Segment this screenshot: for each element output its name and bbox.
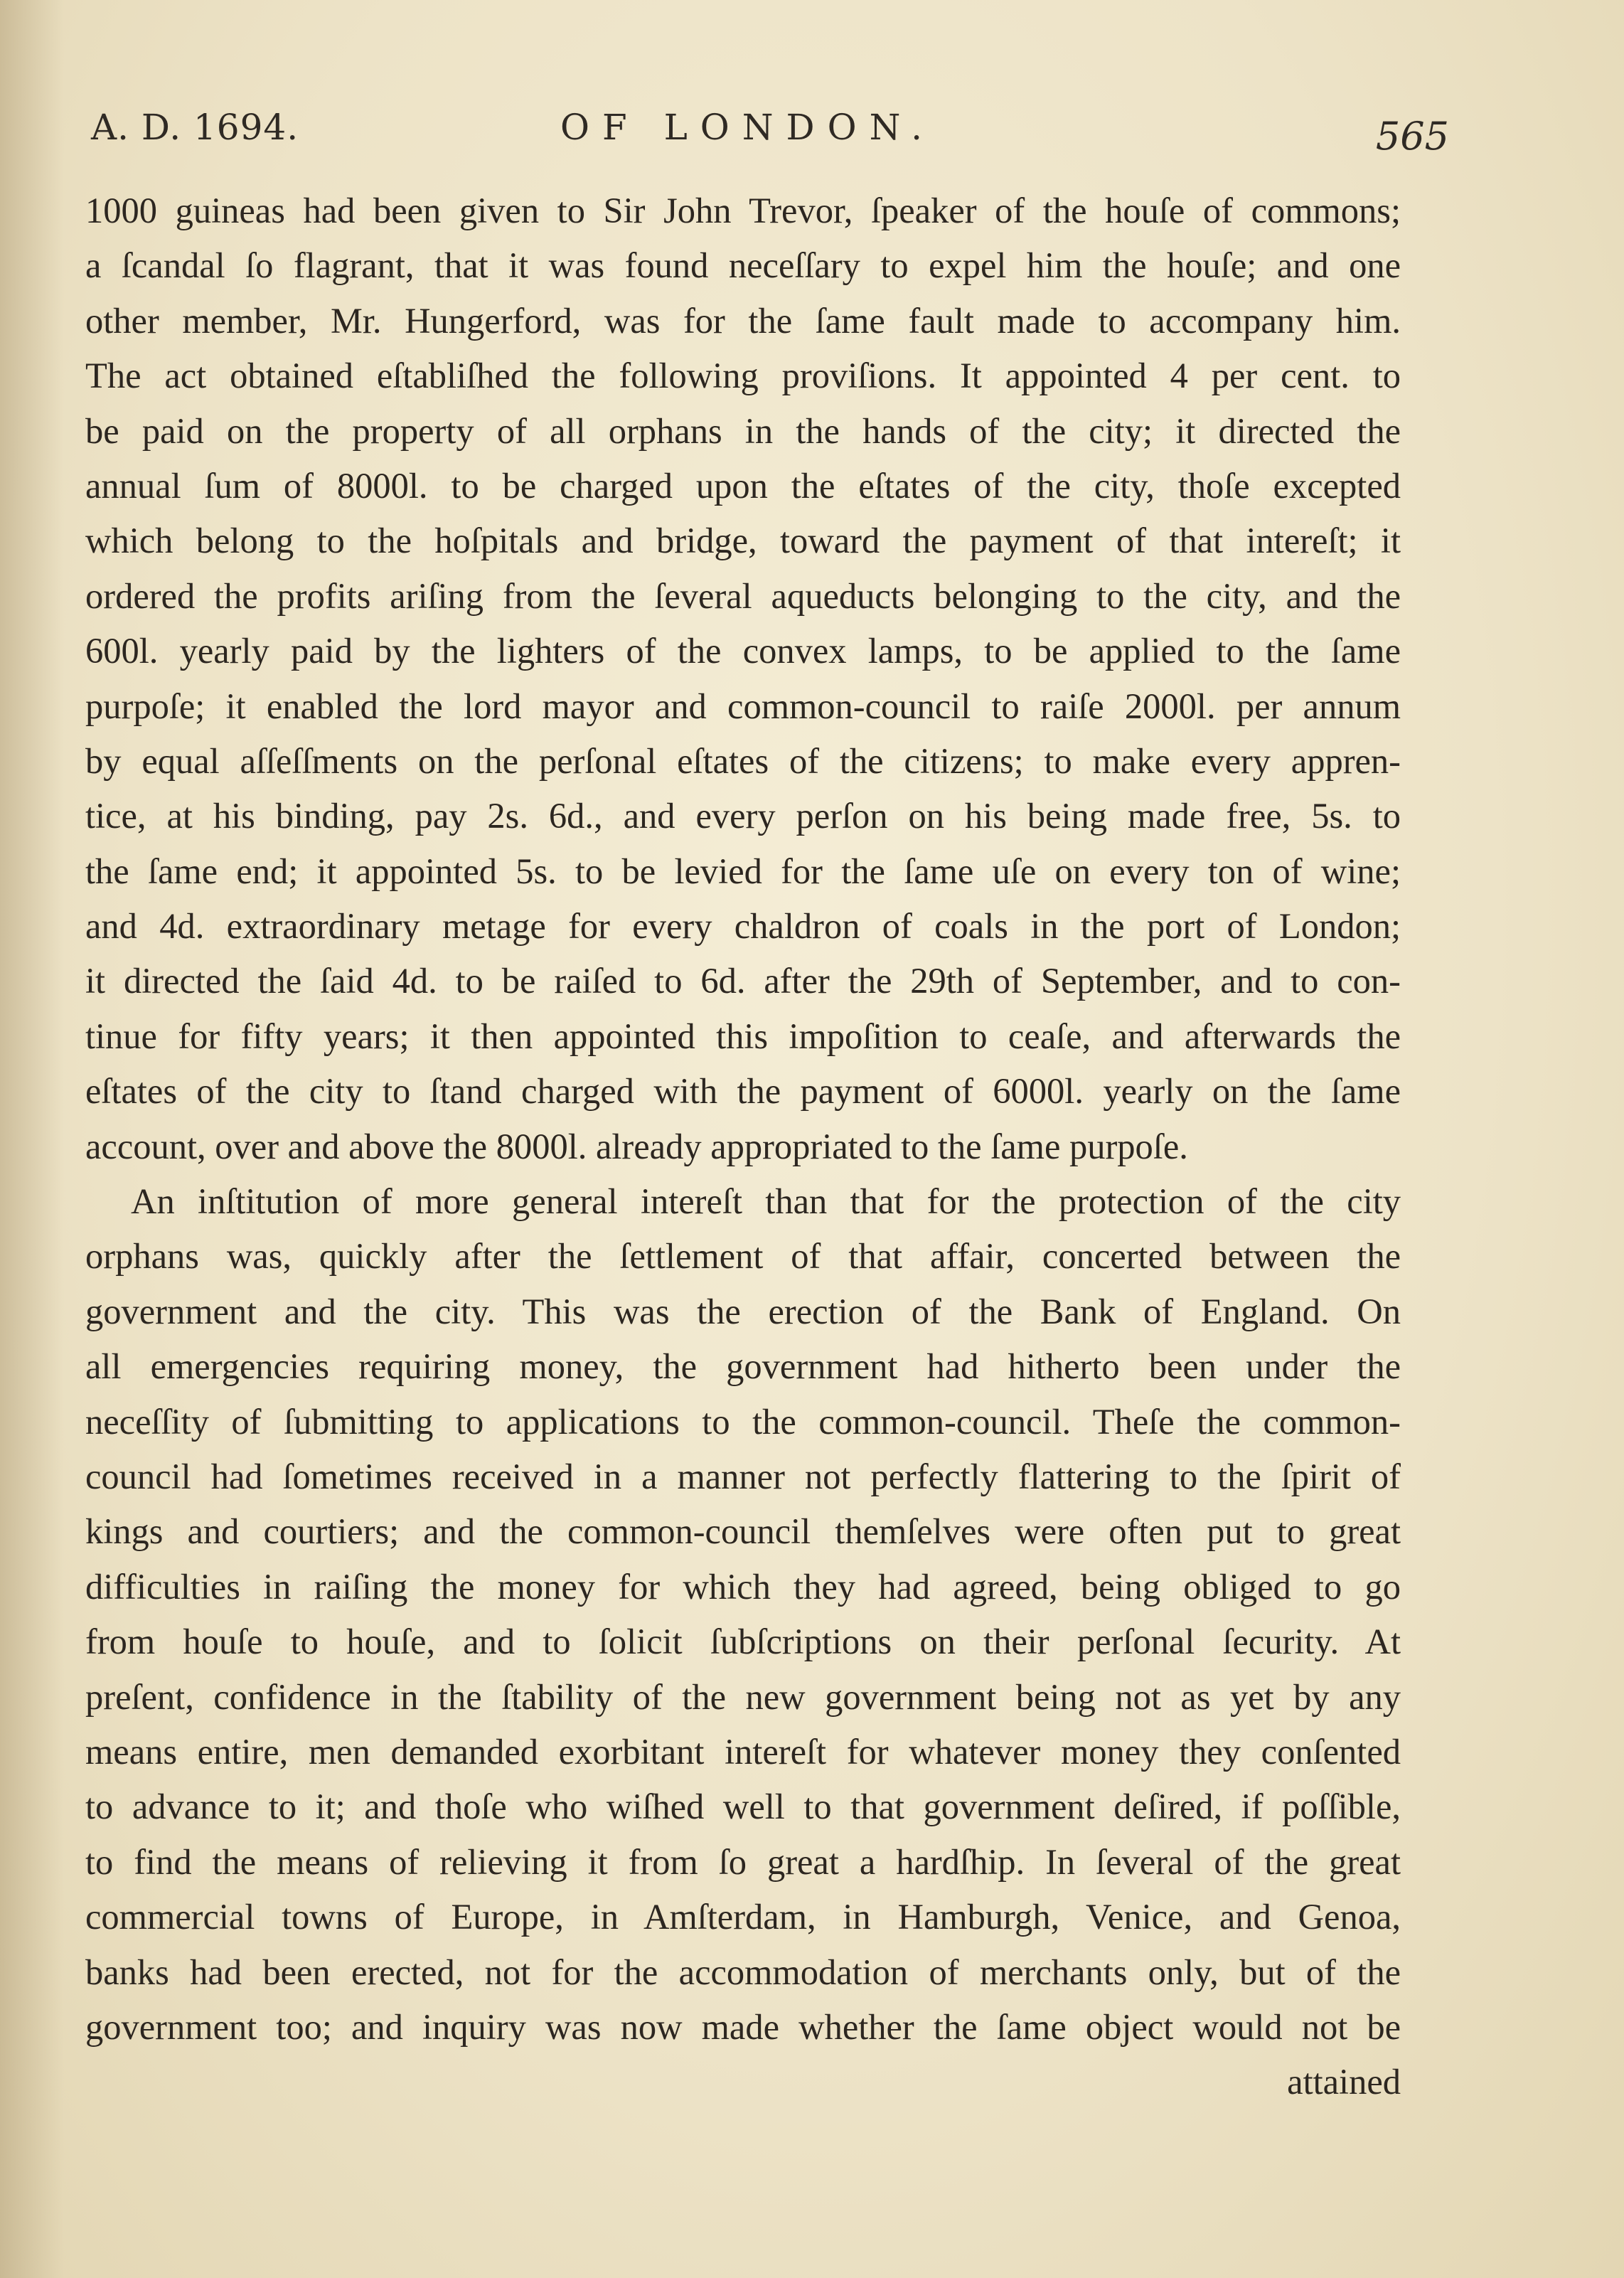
text-line: 600l. yearly paid by the lighters of the convex lamps, to be applied to the ſame	[85, 631, 1401, 671]
text-line: council had ſometimes received in a manner not perfectly flattering to the ſpirit of	[85, 1456, 1401, 1496]
text-line: banks had been erected, not for the accommodation of merchants only, but of the	[85, 1952, 1401, 1992]
text-line: other member, Mr. Hungerford, was for the ſame fault made to accompany him.	[85, 300, 1401, 341]
text-line: all emergencies requiring money, the government had hitherto been under the	[85, 1346, 1401, 1387]
text-line: account, over and above the 8000l. already appropriated to the ſame purpoſe.	[85, 1126, 1188, 1166]
text-line: by equal aſſeſſments on the perſonal eſtates of the citizens; to make every appren-	[85, 740, 1401, 781]
text-line: it directed the ſaid 4d. to be raiſed to 6d. after the 29th of September, and to con-	[85, 961, 1401, 1001]
text-line: a ſcandal ſo flagrant, that it was found neceſſary to expel him the houſe; and one	[85, 245, 1401, 286]
text-line: which belong to the hoſpitals and bridge, toward the payment of that intereſt; it	[85, 521, 1401, 561]
header-date: A. D. 1694.	[91, 107, 299, 148]
text-line: commercial towns of Europe, in Amſterdam, in Hamburgh, Venice, and Genoa,	[85, 1897, 1401, 1937]
running-header	[91, 107, 1449, 171]
text-line: be paid on the property of all orphans in the hands of the city; it directed the	[85, 410, 1401, 451]
text-line: means entire, men demanded exorbitant intereſt for whatever money they conſented	[85, 1731, 1401, 1772]
text-line: to advance to it; and thoſe who wiſhed well to that government deſired, if poſſible,	[85, 1787, 1401, 1827]
text-line: eſtates of the city to ſtand charged with the payment of 6000l. yearly on the ſame	[85, 1071, 1401, 1112]
text-line: government too; and inquiry was now made whether the ſame object would not be	[85, 2006, 1401, 2047]
text-line: tice, at his binding, pay 2s. 6d., and every perſon on his being made free, 5s. to	[85, 796, 1401, 836]
text-line: government and the city. This was the erection of the Bank of England. On	[85, 1291, 1401, 1331]
text-line: The act obtained eſtabliſhed the following proviſions. It appointed 4 per cent. to	[85, 356, 1401, 396]
text-line: and 4d. extraordinary metage for every chaldron of coals in the port of London;	[85, 906, 1401, 947]
text-line: the ſame end; it appointed 5s. to be levied for the ſame uſe on every ton of wine;	[85, 851, 1401, 891]
text-line: preſent, confidence in the ſtability of the new government being not as yet by any	[85, 1676, 1401, 1717]
text-line: neceſſity of ſubmitting to applications to the common-council. Theſe the common-	[85, 1401, 1401, 1442]
text-line: difficulties in raiſing the money for which they had agreed, being obliged to go	[85, 1566, 1401, 1607]
text-line: annual ſum of 8000l. to be charged upon the eſtates of the city, thoſe excepted	[85, 465, 1401, 506]
text-line: from houſe to houſe, and to ſolicit ſubſcriptions on their perſonal ſecurity. At	[85, 1622, 1401, 1662]
text-line: 1000 guineas had been given to Sir John Trevor, ſpeaker of the houſe of commons;	[85, 191, 1401, 230]
paragraph-first-line: An inſtitution of more general intereſt than that for the protection of the city	[131, 1181, 1401, 1222]
header-title: OF LONDON.	[560, 107, 936, 148]
text-line: purpoſe; it enabled the lord mayor and common-council to raiſe 2000l. per annum	[85, 686, 1401, 726]
text-line: tinue for fifty years; it then appointed this impoſition to ceaſe, and afterwards the	[85, 1016, 1401, 1056]
page-number: 565	[1375, 114, 1449, 159]
body-text	[85, 183, 1401, 2110]
text-line: to find the means of relieving it from ſo great a hardſhip. In ſeveral of the great	[85, 1841, 1401, 1882]
catchword: attained	[1287, 2062, 1401, 2102]
gutter-shadow	[0, 0, 64, 2278]
text-line: kings and courtiers; and the common-council themſelves were often put to great	[85, 1511, 1401, 1552]
text-line: ordered the profits ariſing from the ſeveral aqueducts belonging to the city, and the	[85, 575, 1401, 616]
text-line: orphans was, quickly after the ſettlement of that affair, concerted between the	[85, 1236, 1401, 1277]
